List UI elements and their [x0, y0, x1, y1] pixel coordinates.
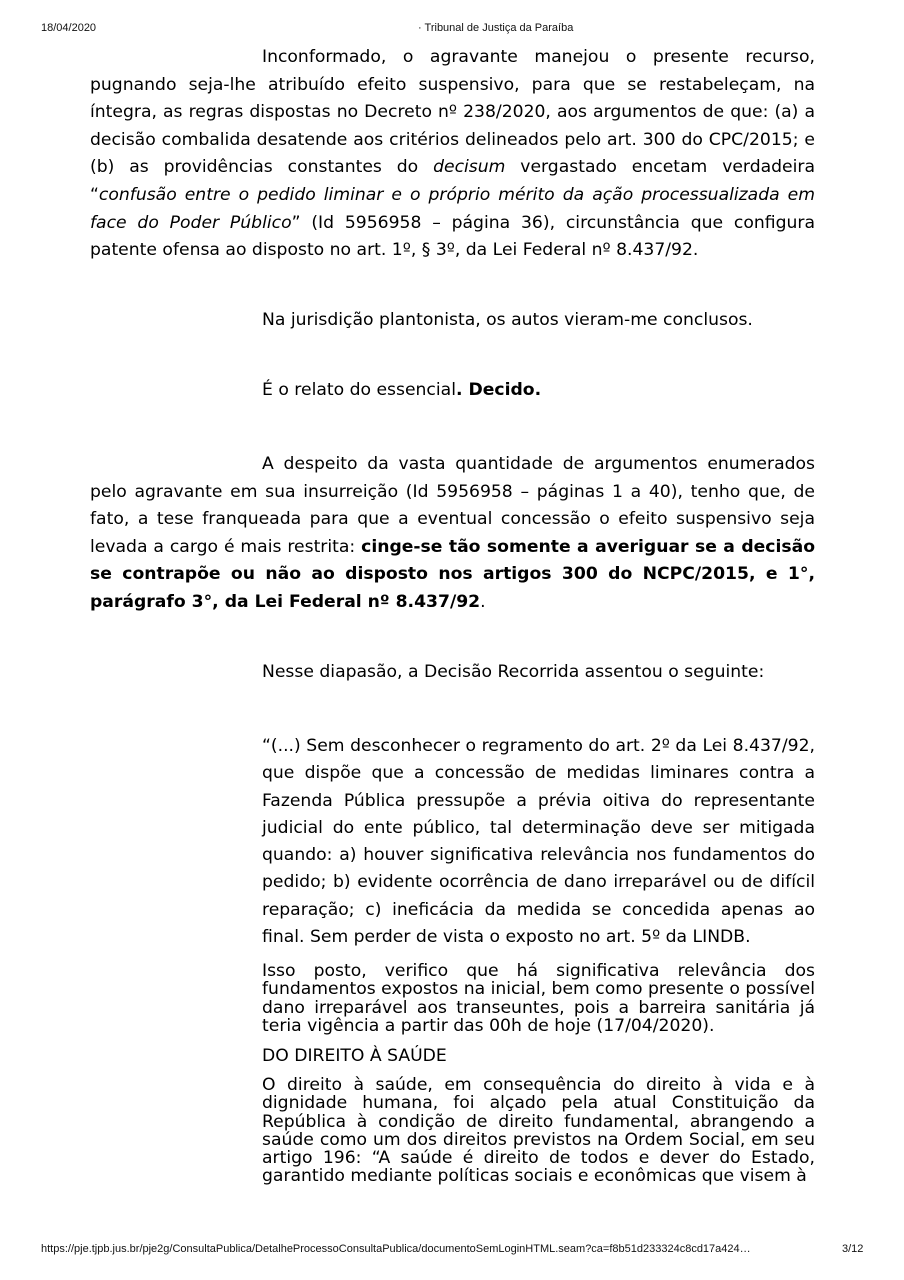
- quote-paragraph-1: “(...) Sem desconhecer o regramento do art. 2º da Lei 8.437/92, que dispõe que a concessão de medidas liminares contra a Fazenda Pública pressupõe a prévia oitiva do representante judicial do ente público, tal determinação deve ser mitigada quando: a) houver significativa relevância nos fundamentos do pedido; b) evidente ocorrência de dano irreparável ou de difícil reparação; c) ineficácia da medida se concedida apenas ao final. Sem perder de vista o exposto no art. 5º da LINDB.: [262, 736, 815, 948]
- text-italic: confusão entre o pedido liminar e o próprio mérito da ação processualizada em face do Poder Público: [90, 184, 815, 233]
- header-title: · Tribunal de Justiça da Paraíba: [418, 22, 574, 34]
- paragraph-decision: [90, 451, 815, 617]
- section-heading: DO DIREITO À SAÚDE: [262, 1046, 447, 1066]
- text: vergastado encetam verdadeira “: [90, 157, 816, 205]
- text: Inconformado, o agravante manejou o presente recurso, pugnando seja-lhe atribuído efeito suspensivo, para que se restabeleçam, na íntegra, as regras dispostas no Decreto nº 238/2020, aos argumentos de que: (a) a decisão combalida desatende aos critérios delineados pelo art. 300 do CPC/2015; e (b) as providências constantes do: [90, 47, 815, 178]
- quote-paragraph-2: Isso posto, verifico que há significativa relevância dos fundamentos expostos na inicial, bem como presente o possível dano irreparável aos transeuntes, pois a barreira sanitária já teria vigência a partir das 00h de hoje (17/04/2020).: [262, 961, 815, 1036]
- paragraph-appealed-decision: Nesse diapasão, a Decisão Recorrida assentou o seguinte:: [262, 662, 765, 682]
- paragraph-appeal-summary: [90, 44, 815, 265]
- footer-url[interactable]: https://pje.tjpb.jus.br/pje2g/ConsultaPublica/DetalheProcessoConsultaPublica/documentoSemLoginHTML.seam?ca=f8b51d233324c8cd17a424…: [41, 1243, 751, 1255]
- footer-page-number: 3/12: [842, 1243, 864, 1255]
- text: É o relato do essencial: [262, 380, 456, 400]
- text-italic: decisum: [433, 157, 506, 178]
- header-date: 18/04/2020: [41, 22, 97, 34]
- paragraph-jurisdiction: Na jurisdição plantonista, os autos vieram-me conclusos.: [262, 310, 753, 330]
- quote-paragraph-3: O direito à saúde, em consequência do direito à vida e à dignidade humana, foi alçado pela atual Constituição da República à condição de direito fundamental, abrangendo a saúde como um dos direitos previstos na Ordem Social, em seu artigo 196: “A saúde é direito de todos e dever do Estado, garantido mediante políticas sociais e econômicas que visem à: [262, 1075, 815, 1187]
- text: ” (Id 5956958 – página 36), circunstância que configura patente ofensa ao disposto no art. 1º, § 3º, da Lei Federal nº 8.437/92.: [90, 212, 815, 261]
- text: A despeito da vasta quantidade de argumentos enumerados pelo agravante em sua insurreição (Id 5956958 – páginas 1 a 40), tenho que, de fato, a tese franqueada para que a eventual concessão o efeito suspensivo seja levada a cargo é mais restrita:: [90, 454, 815, 557]
- text-bold: . Decido.: [455, 380, 542, 400]
- paragraph-report: [90, 377, 815, 405]
- text: .: [480, 591, 486, 612]
- text-bold: cinge-se tão somente a averiguar se a decisão se contrapõe ou não ao disposto nos artigos 300 do NCPC/2015, e 1°, parágrafo 3°, da Lei Federal nº 8.437/92: [90, 536, 815, 612]
